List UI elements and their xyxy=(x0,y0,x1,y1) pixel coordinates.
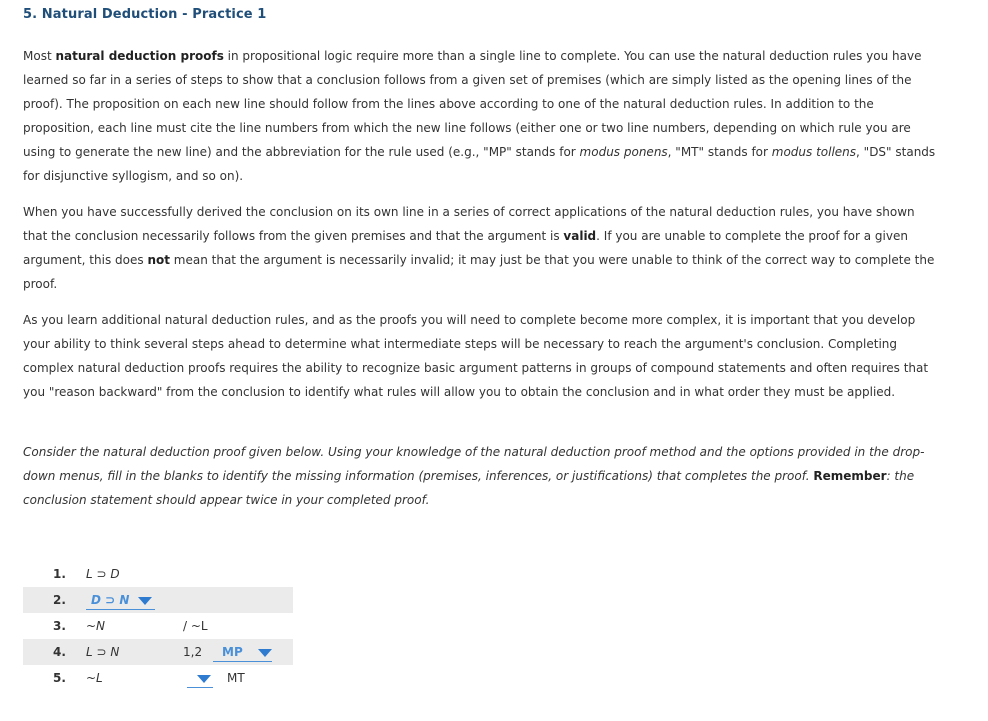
line-number: 1. xyxy=(53,567,66,581)
line-statement: ~L xyxy=(86,671,103,685)
dropdown-arrow-icon xyxy=(138,597,152,605)
line-number: 2. xyxy=(53,593,66,607)
proof-line-1 xyxy=(23,561,293,587)
line-statement: L ⊃ N xyxy=(86,645,120,659)
rule-label: MT xyxy=(227,671,245,685)
intro-paragraph: Most natural deduction proofs in propositional logic require more than a single line to complete. You can use the natural deduction rules you have learned so far in a series of steps to show that a conclusion follows from a given set of premises (which are simply listed as the opening lines of the proof). The proposition on each new line should follow from the lines above according to one of the natural deduction rules. In addition to the proposition, each line must cite the line numbers from which the new line follows (either one or two line numbers, depending on which rule you are using to generate the new line) and the abbreviation for the rule used (e.g., "MP" stands for modus ponens, "MT" stands for modus tollens, "DS" stands for disjunctive syllogism, and so on). xyxy=(23,49,936,183)
statement-dropdown-value: D ⊃ N xyxy=(91,593,130,607)
statement-dropdown[interactable] xyxy=(86,589,155,610)
line-number: 4. xyxy=(53,645,66,659)
dropdown-arrow-icon xyxy=(197,675,211,683)
proof-line-4 xyxy=(23,639,293,665)
strategy-paragraph: As you learn additional natural deduction rules, and as the proofs you will need to complete become more complex, it is important that you develop your ability to think several steps ahead to determine what intermediate steps will be necessary to reach the argument's conclusion. Completing complex natural deduction proofs requires the ability to recognize basic argument patterns in groups of compound statements and often requires that you "reason backward" from the conclusion to identify what rules will allow you to obtain the conclusion and in what order they must be applied. xyxy=(23,313,929,399)
line-number: 5. xyxy=(53,671,66,685)
page-title: 5. Natural Deduction - Practice 1 xyxy=(23,7,267,22)
proof-table xyxy=(23,561,293,691)
proof-line-2 xyxy=(23,587,293,613)
proof-line-3 xyxy=(23,613,293,639)
line-statement: L ⊃ D xyxy=(86,567,120,581)
cited-lines: 1,2 xyxy=(183,645,203,659)
conclusion-marker: / ~L xyxy=(183,619,208,633)
validity-paragraph: When you have successfully derived the conclusion on its own line in a series of correct applications of the natural deduction rules, you have shown that the conclusion necessarily follows from the given premises and that the argument is valid. If you are unable to complete the proof for a given argument, this does not mean that the argument is necessarily invalid; it may just be that you were unable to think of the correct way to complete the proof. xyxy=(23,205,935,291)
rule-dropdown[interactable] xyxy=(213,641,272,662)
dropdown-arrow-icon xyxy=(258,649,272,657)
instructions-paragraph: Consider the natural deduction proof given below. Using your knowledge of the natural deduction proof method and the options provided in the drop-down menus, fill in the blanks to identify the missing information (premises, inferences, or justifications) that completes the proof. Remember: the conclusion statement should appear twice in your completed proof. xyxy=(23,445,925,507)
proof-line-5 xyxy=(23,665,293,691)
line-statement: ~N xyxy=(86,619,106,633)
cited-lines-dropdown[interactable] xyxy=(187,667,213,688)
rule-dropdown-value: MP xyxy=(222,645,243,659)
line-number: 3. xyxy=(53,619,66,633)
